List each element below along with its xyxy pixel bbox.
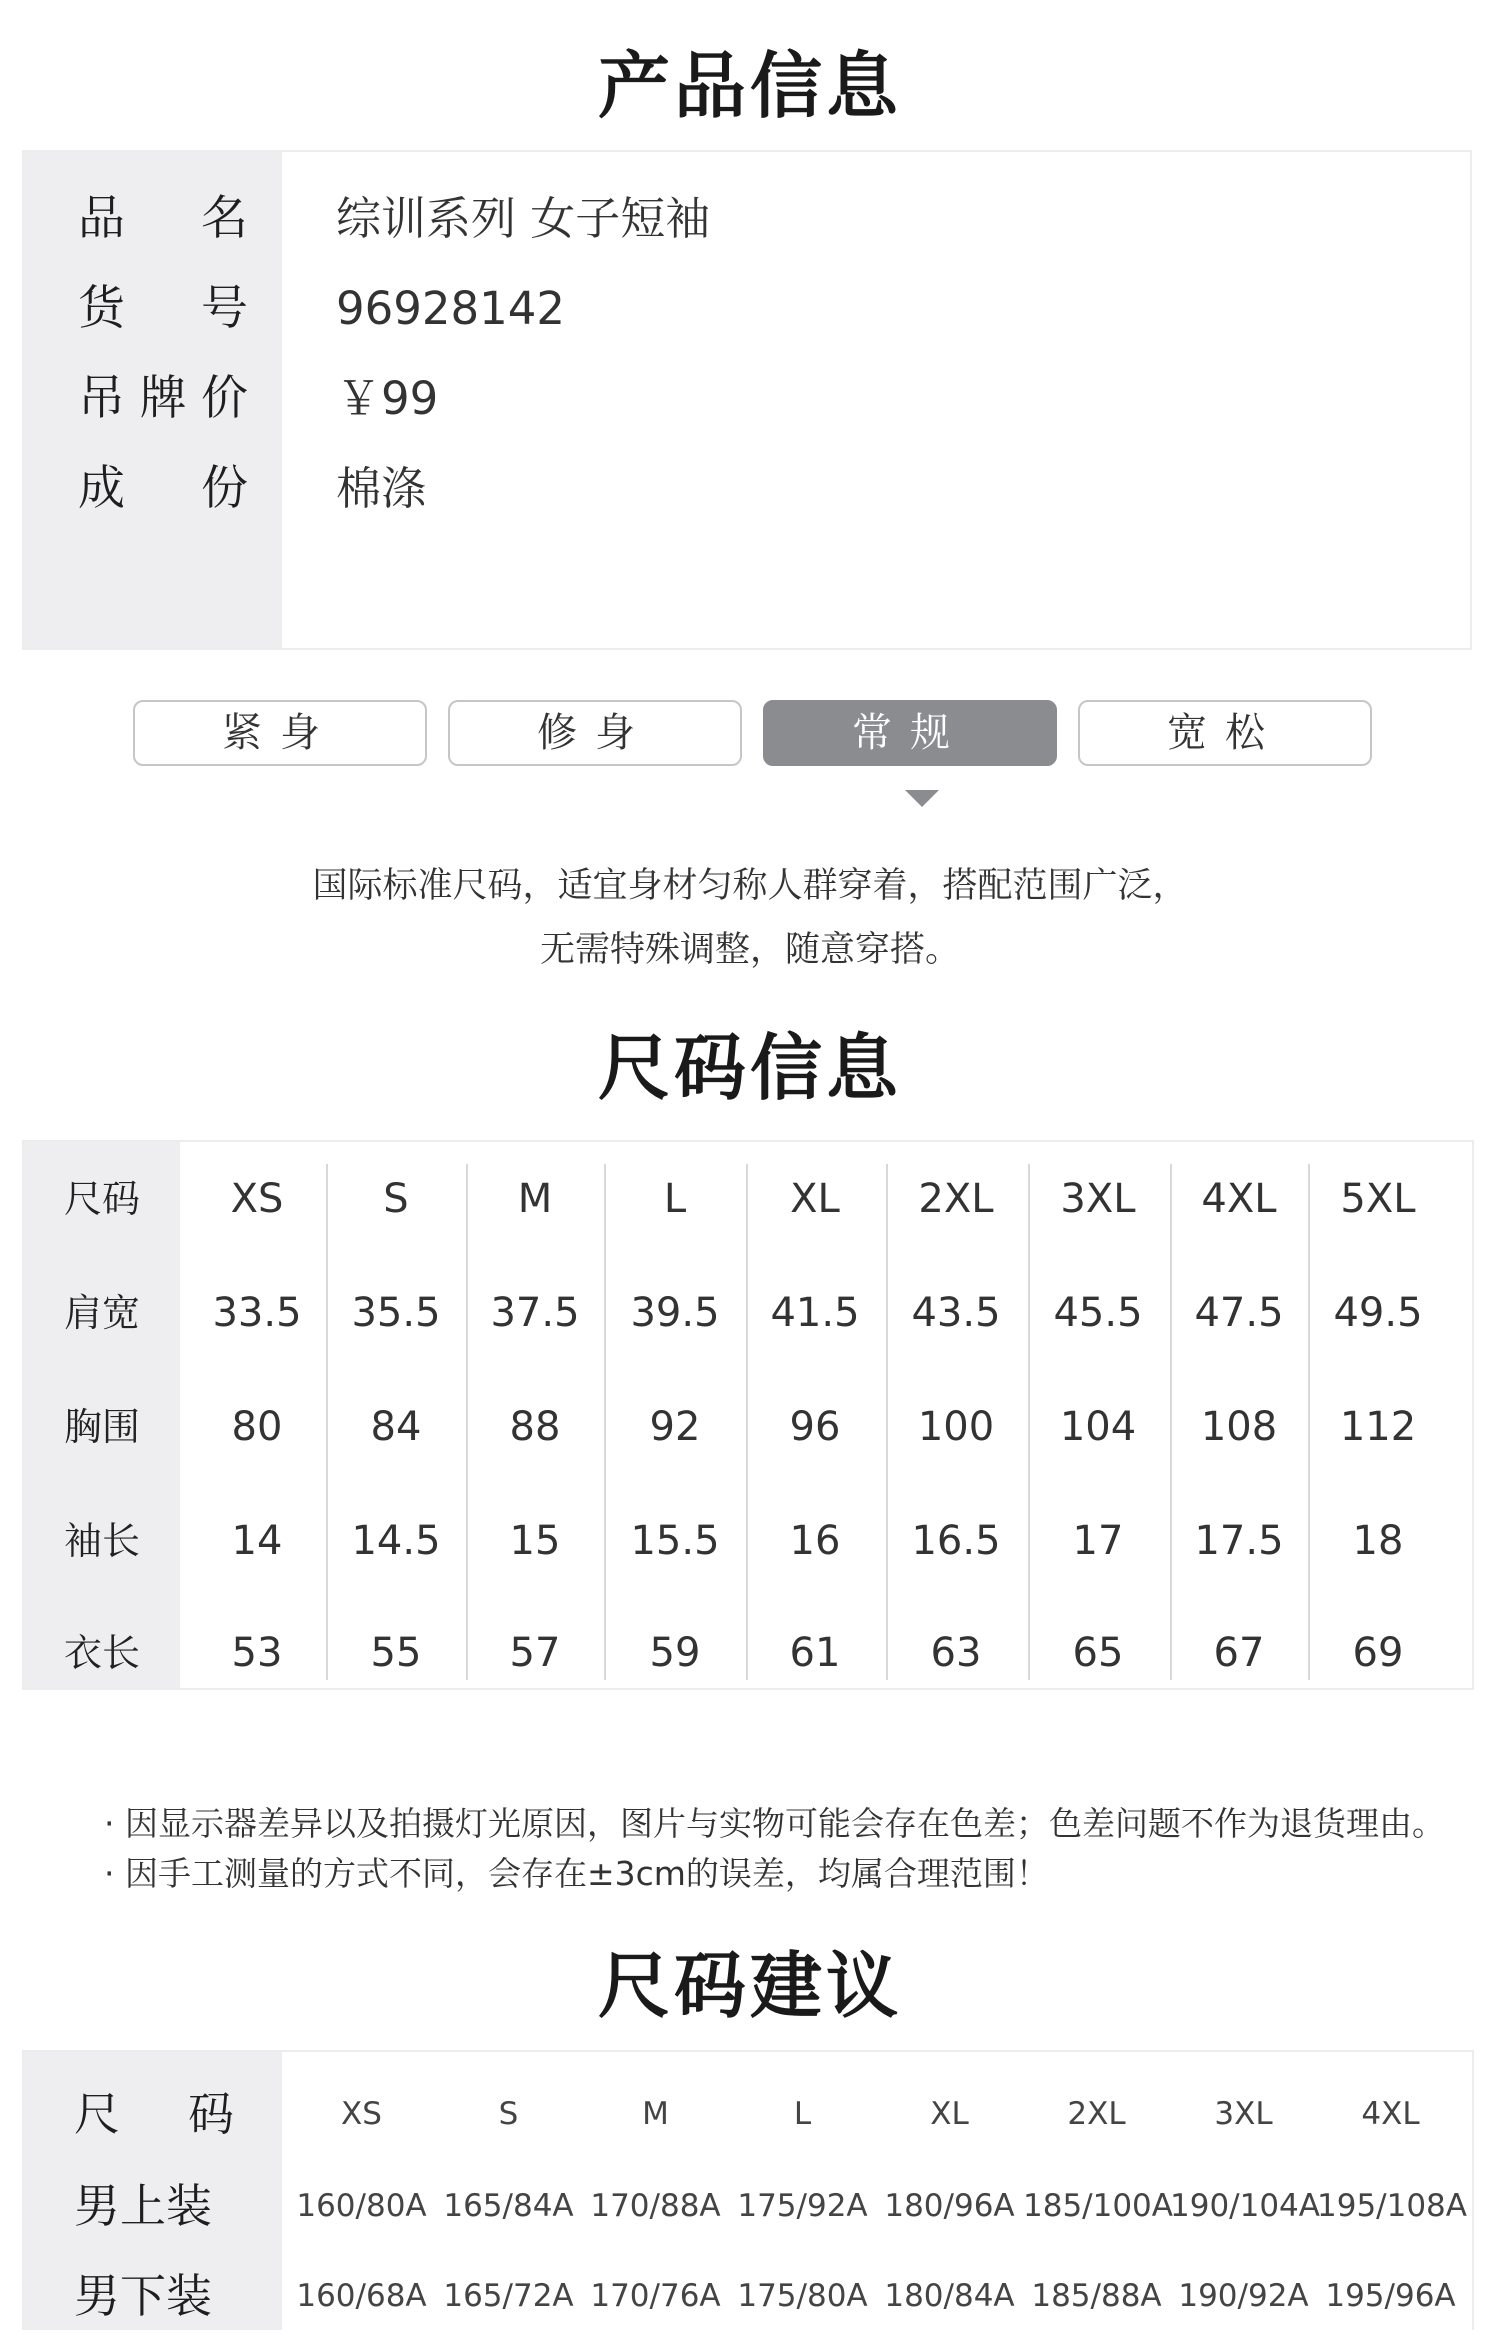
recommend-cell: 180/96A [884,2188,1015,2224]
size-cell: 69 [1352,1630,1404,1676]
size-cell: 37.5 [490,1290,580,1336]
note-measurement-error: · 因手工测量的方式不同，会存在±3cm的误差，均属合理范围！ [104,1854,1049,1893]
size-cell: 49.5 [1333,1290,1423,1336]
recommend-header-row [24,2068,1472,2160]
size-row-label: 肩宽 [63,1291,140,1335]
recommend-header-4xl: 4XL [1361,2096,1420,2132]
size-cell: 57 [509,1630,561,1676]
size-header-xs: XS [230,1176,284,1222]
size-header-2xl: 2XL [918,1176,994,1222]
size-info-table [22,1140,1474,1690]
product-info-title: 产品信息 [597,44,902,128]
size-recommend-table [22,2050,1474,2330]
product-row-name [24,174,1470,264]
size-row-chest [24,1370,1472,1484]
size-header-s: S [383,1176,409,1222]
recommend-header-xs: XS [341,2096,382,2132]
size-cell: 15 [509,1518,561,1564]
recommend-header-3xl: 3XL [1214,2096,1273,2132]
fit-tab-loose[interactable]: 宽松 [1078,700,1372,766]
size-header-3xl: 3XL [1060,1176,1136,1222]
recommend-header-2xl: 2XL [1067,2096,1126,2132]
size-cell: 96 [789,1404,841,1450]
recommend-cell: 195/96A [1325,2278,1456,2314]
size-cell: 112 [1339,1404,1417,1450]
product-info-table [22,150,1472,650]
size-cell: 61 [789,1630,841,1676]
size-cell: 55 [370,1630,422,1676]
size-cell: 67 [1213,1630,1265,1676]
recommend-header-s: S [498,2096,519,2132]
recommend-cell: 185/100A [1023,2188,1173,2224]
size-info-title: 尺码信息 [597,1026,902,1110]
recommend-header-xl: XL [930,2096,969,2132]
product-value-sku: 96928142 [336,282,566,335]
recommend-cell: 165/72A [443,2278,574,2314]
recommend-header-m: M [642,2096,669,2132]
size-cell: 16 [789,1518,841,1564]
size-row-label: 袖长 [63,1519,140,1563]
size-row-shoulder [24,1256,1472,1370]
fit-selected-arrow-icon [905,790,939,807]
size-header-5xl: 5XL [1340,1176,1416,1222]
product-row-sku [24,264,1470,354]
recommend-row-label: 男下装 [74,2269,212,2323]
product-value-price: ￥99 [336,372,439,425]
fit-tab-slim[interactable]: 修身 [448,700,742,766]
recommend-row-label: 男上装 [74,2179,212,2233]
product-value-name: 综训系列 女子短袖 [336,192,711,245]
recommend-cell: 160/80A [296,2188,427,2224]
recommend-cell: 160/68A [296,2278,427,2314]
recommend-cell: 170/88A [590,2188,721,2224]
product-label-material: 成份 [78,461,248,516]
size-row-label: 衣长 [63,1631,140,1675]
recommend-cell: 185/88A [1031,2278,1162,2314]
size-row-label: 胸围 [63,1405,140,1449]
recommend-row-men-bottom [24,2250,1472,2342]
size-cell: 15.5 [630,1518,720,1564]
size-cell: 14.5 [351,1518,441,1564]
size-cell: 92 [649,1404,701,1450]
size-cell: 100 [917,1404,995,1450]
recommend-header-label: 尺码 [74,2087,234,2141]
size-cell: 17 [1072,1518,1124,1564]
size-cell: 33.5 [212,1290,302,1336]
size-cell: 17.5 [1194,1518,1284,1564]
size-cell: 14 [231,1518,283,1564]
size-recommend-title: 尺码建议 [597,1944,902,2028]
recommend-cell: 170/76A [590,2278,721,2314]
size-cell: 84 [370,1404,422,1450]
size-cell: 43.5 [911,1290,1001,1336]
size-cell: 47.5 [1194,1290,1284,1336]
size-header-xl: XL [790,1176,840,1222]
size-cell: 18 [1352,1518,1404,1564]
size-cell: 35.5 [351,1290,441,1336]
product-row-material [24,444,1470,534]
recommend-cell: 175/92A [737,2188,868,2224]
fit-description-line-2: 无需特殊调整，随意穿搭。 [539,930,960,970]
size-cell: 16.5 [911,1518,1001,1564]
recommend-cell: 175/80A [737,2278,868,2314]
size-header-4xl: 4XL [1201,1176,1277,1222]
product-value-material: 棉涤 [336,462,427,515]
size-row-length [24,1596,1472,1710]
size-header-l: L [663,1176,687,1222]
recommend-cell: 190/92A [1178,2278,1309,2314]
size-row-sleeve [24,1484,1472,1598]
size-cell: 108 [1200,1404,1278,1450]
size-cell: 80 [231,1404,283,1450]
size-cell: 65 [1072,1630,1124,1676]
size-header-row [24,1142,1472,1256]
size-cell: 88 [509,1404,561,1450]
note-color-difference: · 因显示器差异以及拍摄灯光原因，图片与实物可能会存在色差；色差问题不作为退货理由。 [104,1804,1445,1843]
size-cell: 39.5 [630,1290,720,1336]
recommend-cell: 165/84A [443,2188,574,2224]
size-header-label: 尺码 [63,1177,140,1221]
size-cell: 53 [231,1630,283,1676]
recommend-header-l: L [793,2096,812,2132]
product-row-price [24,354,1470,444]
fit-tab-tight[interactable]: 紧身 [133,700,427,766]
size-header-m: M [517,1176,553,1222]
product-label-name: 品名 [78,191,248,246]
product-label-price: 吊牌价 [78,371,248,426]
size-cell: 45.5 [1053,1290,1143,1336]
fit-description-line-1: 国际标准尺码，适宜身材匀称人群穿着，搭配范围广泛， [312,866,1188,906]
product-label-sku: 货号 [78,281,248,336]
size-cell: 104 [1059,1404,1137,1450]
fit-tab-regular[interactable]: 常规 [763,700,1057,766]
recommend-cell: 180/84A [884,2278,1015,2314]
recommend-cell: 195/108A [1317,2188,1467,2224]
size-cell: 63 [930,1630,982,1676]
recommend-row-men-top [24,2160,1472,2252]
recommend-cell: 190/104A [1170,2188,1320,2224]
size-cell: 59 [649,1630,701,1676]
size-cell: 41.5 [770,1290,860,1336]
